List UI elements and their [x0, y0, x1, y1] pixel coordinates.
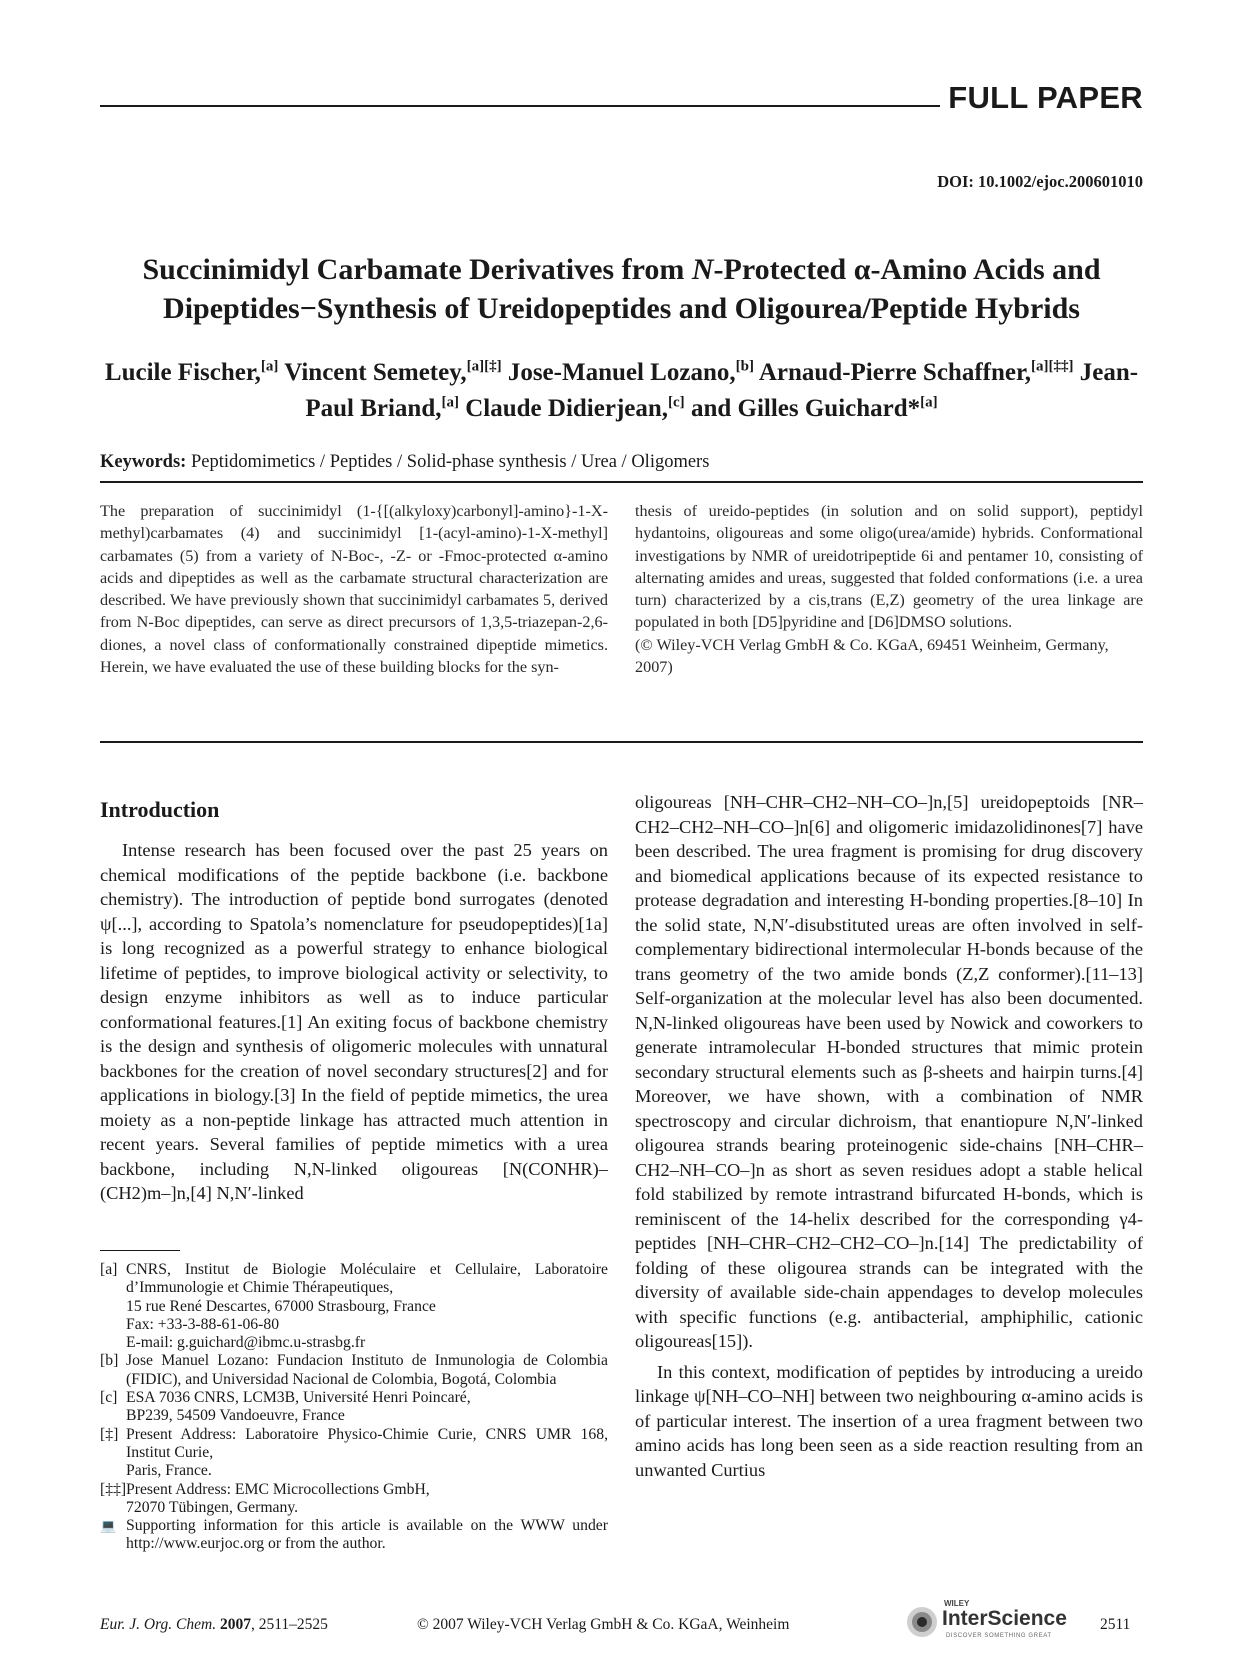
- author-7: and Gilles Guichard*[a]: [690, 394, 938, 422]
- logo-small-text: WILEY: [944, 1599, 970, 1608]
- page-number: 2511: [1100, 1616, 1131, 1633]
- supporting-info-link[interactable]: Supporting information for this article is available on the WWW under http://www.eurjoc.org or from the author.: [126, 1517, 608, 1553]
- intro-right-paragraph-2: In this context, modification of peptides by introducing a ureido linkage ψ[NH–CO–NH] between two neighbouring α-amino acids is of particular interest. The insertion of a urea fragment between two amino acids has long been seen as a side reaction resulting from an unwanted Curtius: [635, 1361, 1143, 1480]
- logo-tagline: DISCOVER SOMETHING GREAT: [946, 1633, 1052, 1639]
- footnote-c: [c] ESA 7036 CNRS, LCM3B, Université Henri Poincaré, BP239, 54509 Vandoeuvre, France: [100, 1389, 471, 1425]
- keywords-label: Keywords:: [100, 452, 187, 472]
- footnote-double-dagger: [‡‡] Present Address: EMC Microcollections GmbH, 72070 Tübingen, Germany.: [100, 1480, 430, 1516]
- keywords-text: Peptidomimetics / Peptides / Solid-phase synthesis / Urea / Oligomers: [190, 452, 710, 472]
- author-1: Lucile Fischer,[a]: [104, 358, 279, 386]
- author-3: Jose-Manuel Lozano,[b]: [507, 358, 754, 386]
- computer-icon: 💻: [100, 1518, 117, 1534]
- author-list: [100, 355, 1143, 427]
- abstract-left: The preparation of succinimidyl (1-{[(alkyloxy)carbonyl]-amino}-1-X-methyl)carbamates (4) and succinimidyl [1-(acyl-amino)-1-X-methyl] carbamates (5) from a variety of N-Boc-, -Z- or -Fmoc-protected α-amino acids and dipeptides as well as the carbamate structural characterization are described. We have previously shown that succinimidyl carbamates 5, derived from N-Boc dipeptides, can serve as direct precursors of 1,3,5-triazepan-2,6-diones, a novel class of conformationally constrained dipeptide mimetics. Herein, we have evaluated the use of these building blocks for the syn-: [100, 502, 608, 677]
- title-part1: Succinimidyl Carbamate Derivatives from: [142, 253, 692, 286]
- author-4: Arnaud-Pierre Schaffner,[a][‡‡]: [758, 358, 1074, 386]
- introduction-heading: Introduction: [100, 797, 220, 822]
- logo-main-text: InterScience: [942, 1607, 1067, 1630]
- footnote-dagger: [‡] Present Address: Laboratoire Physico-Chimie Curie, CNRS UMR 168, Institut Curie, Paris, France.: [100, 1425, 608, 1480]
- footnote-email[interactable]: E-mail: g.guichard@ibmc.u-strasbg.fr: [126, 1334, 366, 1352]
- intro-right-column: [635, 790, 1143, 1482]
- paper-title: [100, 250, 1143, 328]
- author-5: Jean-Paul Briand,[a]: [305, 359, 1139, 422]
- abstract-right: [635, 500, 1143, 678]
- author-2: Vincent Semetey,[a][‡]: [284, 358, 502, 386]
- footnote-rule: [100, 1250, 180, 1251]
- footer-citation: Eur. J. Org. Chem. 2007, 2511–2525: [100, 1616, 328, 1633]
- abstract-right-text: thesis of ureido-peptides (in solution and on solid support), peptidyl hydantoins, oligoureas and some oligo(urea/amide) hybrids. Conformational investigations by NMR of ureidotripeptide 6i and pentamer 10, consisting of alternating amides and ureas, suggested that folded conformations (i.e. a urea turn) characterized by a cis,trans (E,Z) geometry of the urea linkage are populated in both [D5]pyridine and [D6]DMSO solutions.: [635, 502, 1143, 632]
- intro-right-paragraph-1: oligoureas [NH–CHR–CH2–NH–CO–]n,[5] ureidopeptoids [NR–CH2–CH2–NH–CO–]n[6] and oligomeric imidazolidinones[7] have been described. The urea fragment is promising for drug discovery and biomedical applications because of its expected resistance to protease degradation and interesting H-bonding properties.[8–10] In the solid state, N,N′-disubstituted ureas are often involved in self-complementary bidirectional intermolecular H-bonds because of the trans geometry of the two amide bonds (Z,Z conformer).[11–13] Self-organization at the molecular level has also been documented. N,N-linked oligoureas have been used by Nowick and coworkers to generate intramolecular H-bonded structures that mimic protein secondary structural elements such as β-sheets and hairpin turns.[4] Moreover, we have shown, with a combination of NMR spectroscopy and circular dichroism, that enantiopure N,N′-linked oligourea strands bearing proteinogenic side-chains [NH–CHR–CH2–NH–CO–]n as short as seven residues adopt a stable helical fold stabilized by remote intrastrand bifurcated H-bonds, which is reminiscent of the 14-helix described for the corresponding γ4-peptides [NH–CHR–CH2–CH2–CO–]n.[14] The predictability of folding of these oligourea strands can be integrated with the diversity of available side-chain appendages to develop molecules with specific functions (e.g. antibacterial, amphiphilic, cationic oligoureas[15]).: [635, 792, 1143, 1351]
- footnote-b: [b] Jose Manuel Lozano: Fundacion Instituto de Inmunologia de Colombia (FIDIC), and Universidad Nacional de Colombia, Bogotá, Colombia: [100, 1352, 608, 1388]
- header-rule: [100, 105, 940, 107]
- title-n-italic: N: [691, 253, 714, 286]
- doi-label: DOI: 10.1002/ejoc.200601010: [937, 172, 1143, 191]
- footnote-a: [a] CNRS, Institut de Biologie Moléculaire et Cellulaire, Laboratoire d’Immunologie et Chimie Thérapeutiques, 15 rue René Descartes, 67000 Strasbourg, France Fax: +33-3-88-61-06-80 E-mail: g.guichard@ibmc.u-strasbg.fr: [100, 1261, 608, 1352]
- intro-left-column: [100, 838, 608, 1206]
- abstract-bottom-rule: [100, 741, 1143, 743]
- footer-copyright: © 2007 Wiley-VCH Verlag GmbH & Co. KGaA, Weinheim: [417, 1616, 790, 1633]
- title-part2: -Protected α-Amino Acids and Dipeptides−Synthesis of Ureidopeptides and Oligourea/Peptide Hybrids: [163, 253, 1101, 325]
- abstract-top-rule: [100, 481, 1143, 483]
- footnote-supporting-info: [100, 1517, 608, 1554]
- keywords: [100, 452, 1143, 473]
- footnotes: [100, 1261, 608, 1554]
- interscience-logo: [900, 1600, 1090, 1649]
- intro-left-paragraph: Intense research has been focused over the past 25 years on chemical modifications of the peptide backbone (i.e. backbone chemistry). The introduction of peptide bond surrogates (denoted ψ[...], according to Spatola’s nomenclature for pseudopeptides)[1a] is long recognized as a powerful strategy to enhance biological lifetime of peptides, to improve biological activity or selectivity, to design enzyme inhibitors as well as to induce particular conformational features.[1] An exiting focus of backbone chemistry is the design and synthesis of oligomeric molecules with unnatural backbones for the creation of novel secondary structures[2] and for applications in biology.[3] In the field of peptide mimetics, the urea moiety as a non-peptide linkage has attracted much attention in recent years. Several families of peptide mimetics with a urea backbone, including N,N-linked oligoureas [N(CONHR)–(CH2)m–]n,[4] N,N′-linked: [100, 840, 608, 1203]
- author-6: Claude Didierjean,[c]: [465, 394, 685, 422]
- abstract-copyright: (© Wiley-VCH Verlag GmbH & Co. KGaA, 69451 Weinheim, Germany, 2007): [635, 635, 1109, 677]
- article-type-label: FULL PAPER: [948, 80, 1143, 115]
